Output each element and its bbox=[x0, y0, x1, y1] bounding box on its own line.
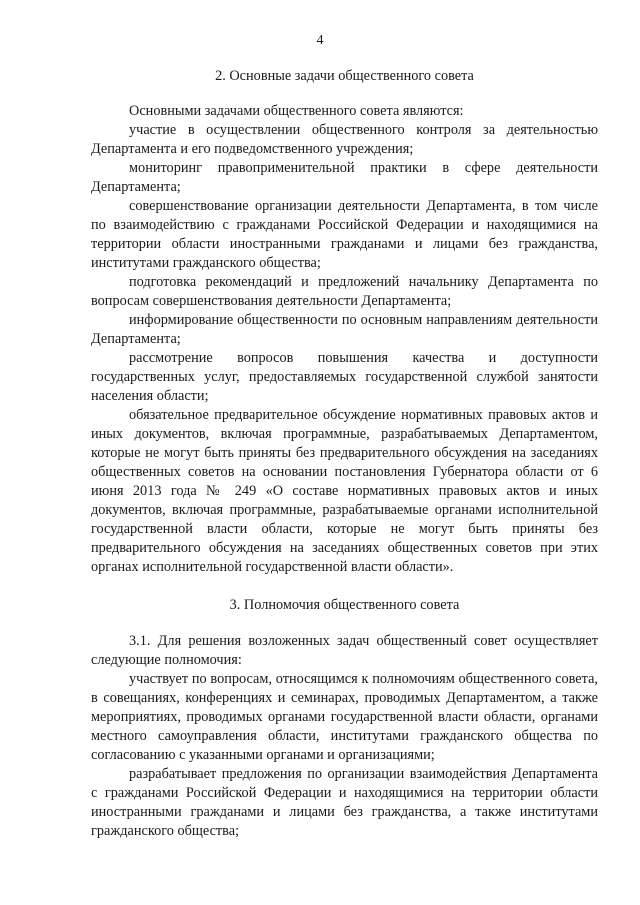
section-2-paragraph: подготовка рекомендаций и предложений начальнику Департамента по вопросам совершенствования деятельности Департамента; bbox=[91, 274, 598, 309]
section-3-heading: 3. Полномочия общественного совета bbox=[229, 597, 460, 613]
section-2-paragraph: рассмотрение вопросов повышения качества и доступности государственных услуг, предоставляемых государственной службой занятости населения области; bbox=[91, 350, 598, 404]
section-3-paragraph: участвует по вопросам, относящимся к полномочиям общественного совета, в совещаниях, конференциях и семинарах, проводимых Департаментом, а также мероприятиях, проводимых органами государственной власти области, органами местного самоуправления области, институтами гражданского общества по согласованию с указанными органами и организациями; bbox=[91, 671, 598, 763]
section-2-paragraph: мониторинг правоприменительной практики в сфере деятельности Департамента; bbox=[91, 160, 598, 195]
section-3-paragraph: 3.1. Для решения возложенных задач общественный совет осуществляет следующие полномочия: bbox=[91, 633, 598, 668]
section-2-paragraph: информирование общественности по основным направлениям деятельности Департамента; bbox=[91, 312, 598, 347]
section-2-paragraph: Основными задачами общественного совета являются: bbox=[129, 103, 464, 119]
section-2-heading: 2. Основные задачи общественного совета bbox=[215, 68, 474, 84]
section-2-paragraph: участие в осуществлении общественного контроля за деятельностью Департамента и его подведомственного учреждения; bbox=[91, 122, 598, 157]
section-3-paragraph: разрабатывает предложения по организации взаимодействия Департамента с гражданами Российской Федерации и находящимися на территории области иностранными гражданами и лицами без гражданства, а также институтами гражданского общества; bbox=[91, 766, 598, 839]
page-number: 4 bbox=[316, 33, 324, 48]
section-2-paragraph: совершенствование организации деятельности Департамента, в том числе по взаимодействию с гражданами Российской Федерации и находящимися на территории области иностранными гражданами и лицами без гражданства, институтами гражданского общества; bbox=[91, 198, 598, 271]
document-body bbox=[91, 65, 598, 841]
section-2-paragraph: обязательное предварительное обсуждение нормативных правовых актов и иных документов, включая программные, разрабатываемых Департаментом, которые не могут быть приняты без предварительного обсуждения на заседаниях общественных советов на основании постановления Губернатора области от 6 июня 2013 года № 249 «О составе нормативных правовых актов и иных документов, включая программные, разрабатываемые органами исполнительной государственной власти области, которые не могут быть приняты без предварительного обсуждения на заседаниях общественных советов при этих органах исполнительной государственной власти области». bbox=[91, 407, 598, 575]
